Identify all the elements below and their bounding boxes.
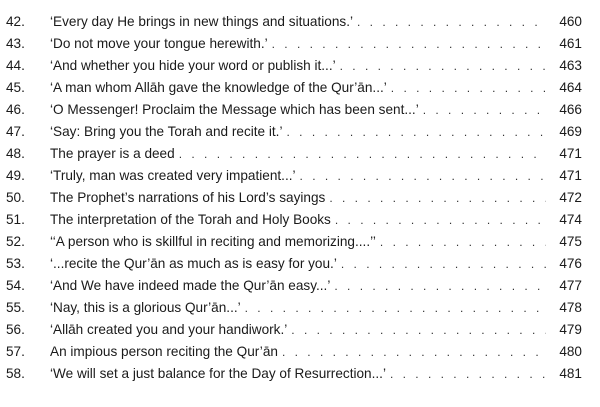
entry-title: ‘Allāh created you and your handiwork.’ — [50, 322, 288, 337]
toc-entry — [6, 341, 582, 363]
entry-number: 53. — [6, 256, 25, 271]
dot-leader — [286, 121, 546, 143]
toc-entry — [6, 33, 582, 55]
dot-leader — [291, 319, 546, 341]
entry-number: 52. — [6, 234, 25, 249]
dot-leader — [335, 209, 546, 231]
toc-entry — [6, 143, 582, 165]
entry-number: 47. — [6, 124, 25, 139]
dot-leader — [380, 231, 546, 253]
toc-entry — [6, 209, 582, 231]
entry-page-number: 471 — [559, 146, 582, 161]
entry-page-number: 460 — [559, 14, 582, 29]
entry-number: 48. — [6, 146, 25, 161]
toc-entry — [6, 11, 582, 33]
entry-page-number: 474 — [559, 212, 582, 227]
toc-entry — [6, 275, 582, 297]
entry-title: ‘Truly, man was created very impatient...’ — [50, 168, 296, 183]
entry-title: An impious person reciting the Qur’ān — [50, 344, 278, 359]
entry-number: 55. — [6, 300, 25, 315]
dot-leader — [391, 77, 546, 99]
entry-page-number: 472 — [559, 190, 582, 205]
entry-title: ‘Nay, this is a glorious Qur’ān...’ — [50, 300, 241, 315]
toc-entry — [6, 77, 582, 99]
dot-leader — [329, 187, 546, 209]
entry-page-number: 463 — [559, 58, 582, 73]
entry-title: ‘Every day He brings in new things and situations.’ — [50, 14, 353, 29]
dot-leader — [423, 99, 546, 121]
entry-number: 54. — [6, 278, 25, 293]
entry-number: 56. — [6, 322, 25, 337]
entry-number: 43. — [6, 36, 25, 51]
entry-page-number: 471 — [559, 168, 582, 183]
table-of-contents — [6, 11, 582, 385]
entry-title: ‘‘A person who is skillful in reciting and memorizing....’’ — [50, 234, 376, 249]
dot-leader — [282, 341, 546, 363]
entry-number: 46. — [6, 102, 25, 117]
dot-leader — [340, 55, 546, 77]
toc-entry — [6, 231, 582, 253]
entry-title: ‘...recite the Qur’ān as much as is easy for you.’ — [50, 256, 337, 271]
entry-number: 49. — [6, 168, 25, 183]
entry-number: 42. — [6, 14, 25, 29]
entry-number: 58. — [6, 366, 25, 381]
entry-title: ‘And We have indeed made the Qur’ān easy...’ — [50, 278, 331, 293]
toc-entry — [6, 363, 582, 385]
entry-page-number: 477 — [559, 278, 582, 293]
toc-entry — [6, 253, 582, 275]
toc-entry — [6, 319, 582, 341]
entry-page-number: 475 — [559, 234, 582, 249]
entry-number: 45. — [6, 80, 25, 95]
entry-title: ‘Say: Bring you the Torah and recite it.’ — [50, 124, 283, 139]
toc-entry — [6, 55, 582, 77]
dot-leader — [357, 11, 546, 33]
entry-page-number: 476 — [559, 256, 582, 271]
entry-title: ‘A man whom Allāh gave the knowledge of the Qur’ān...’ — [50, 80, 387, 95]
entry-page-number: 478 — [559, 300, 582, 315]
entry-page-number: 464 — [559, 80, 582, 95]
entry-title: The Prophet’s narrations of his Lord’s sayings — [50, 190, 326, 205]
dot-leader — [272, 33, 546, 55]
dot-leader — [300, 165, 546, 187]
toc-entry — [6, 187, 582, 209]
toc-entry — [6, 165, 582, 187]
entry-title: The interpretation of the Torah and Holy Books — [50, 212, 331, 227]
entry-page-number: 480 — [559, 344, 582, 359]
toc-entry — [6, 121, 582, 143]
toc-entry — [6, 99, 582, 121]
dot-leader — [179, 143, 546, 165]
entry-title: ‘And whether you hide your word or publish it...’ — [50, 58, 336, 73]
entry-page-number: 469 — [559, 124, 582, 139]
entry-page-number: 479 — [559, 322, 582, 337]
dot-leader — [341, 253, 546, 275]
entry-title: ‘We will set a just balance for the Day of Resurrection...’ — [50, 366, 386, 381]
entry-number: 50. — [6, 190, 25, 205]
entry-page-number: 466 — [559, 102, 582, 117]
entry-number: 51. — [6, 212, 25, 227]
entry-number: 57. — [6, 344, 25, 359]
entry-title: ‘Do not move your tongue herewith.’ — [50, 36, 268, 51]
dot-leader — [245, 297, 546, 319]
entry-page-number: 461 — [559, 36, 582, 51]
entry-title: The prayer is a deed — [50, 146, 175, 161]
toc-entry — [6, 297, 582, 319]
entry-page-number: 481 — [559, 366, 582, 381]
entry-title: ‘O Messenger! Proclaim the Message which has been sent...’ — [50, 102, 419, 117]
dot-leader — [334, 275, 546, 297]
entry-number: 44. — [6, 58, 25, 73]
dot-leader — [390, 363, 546, 385]
